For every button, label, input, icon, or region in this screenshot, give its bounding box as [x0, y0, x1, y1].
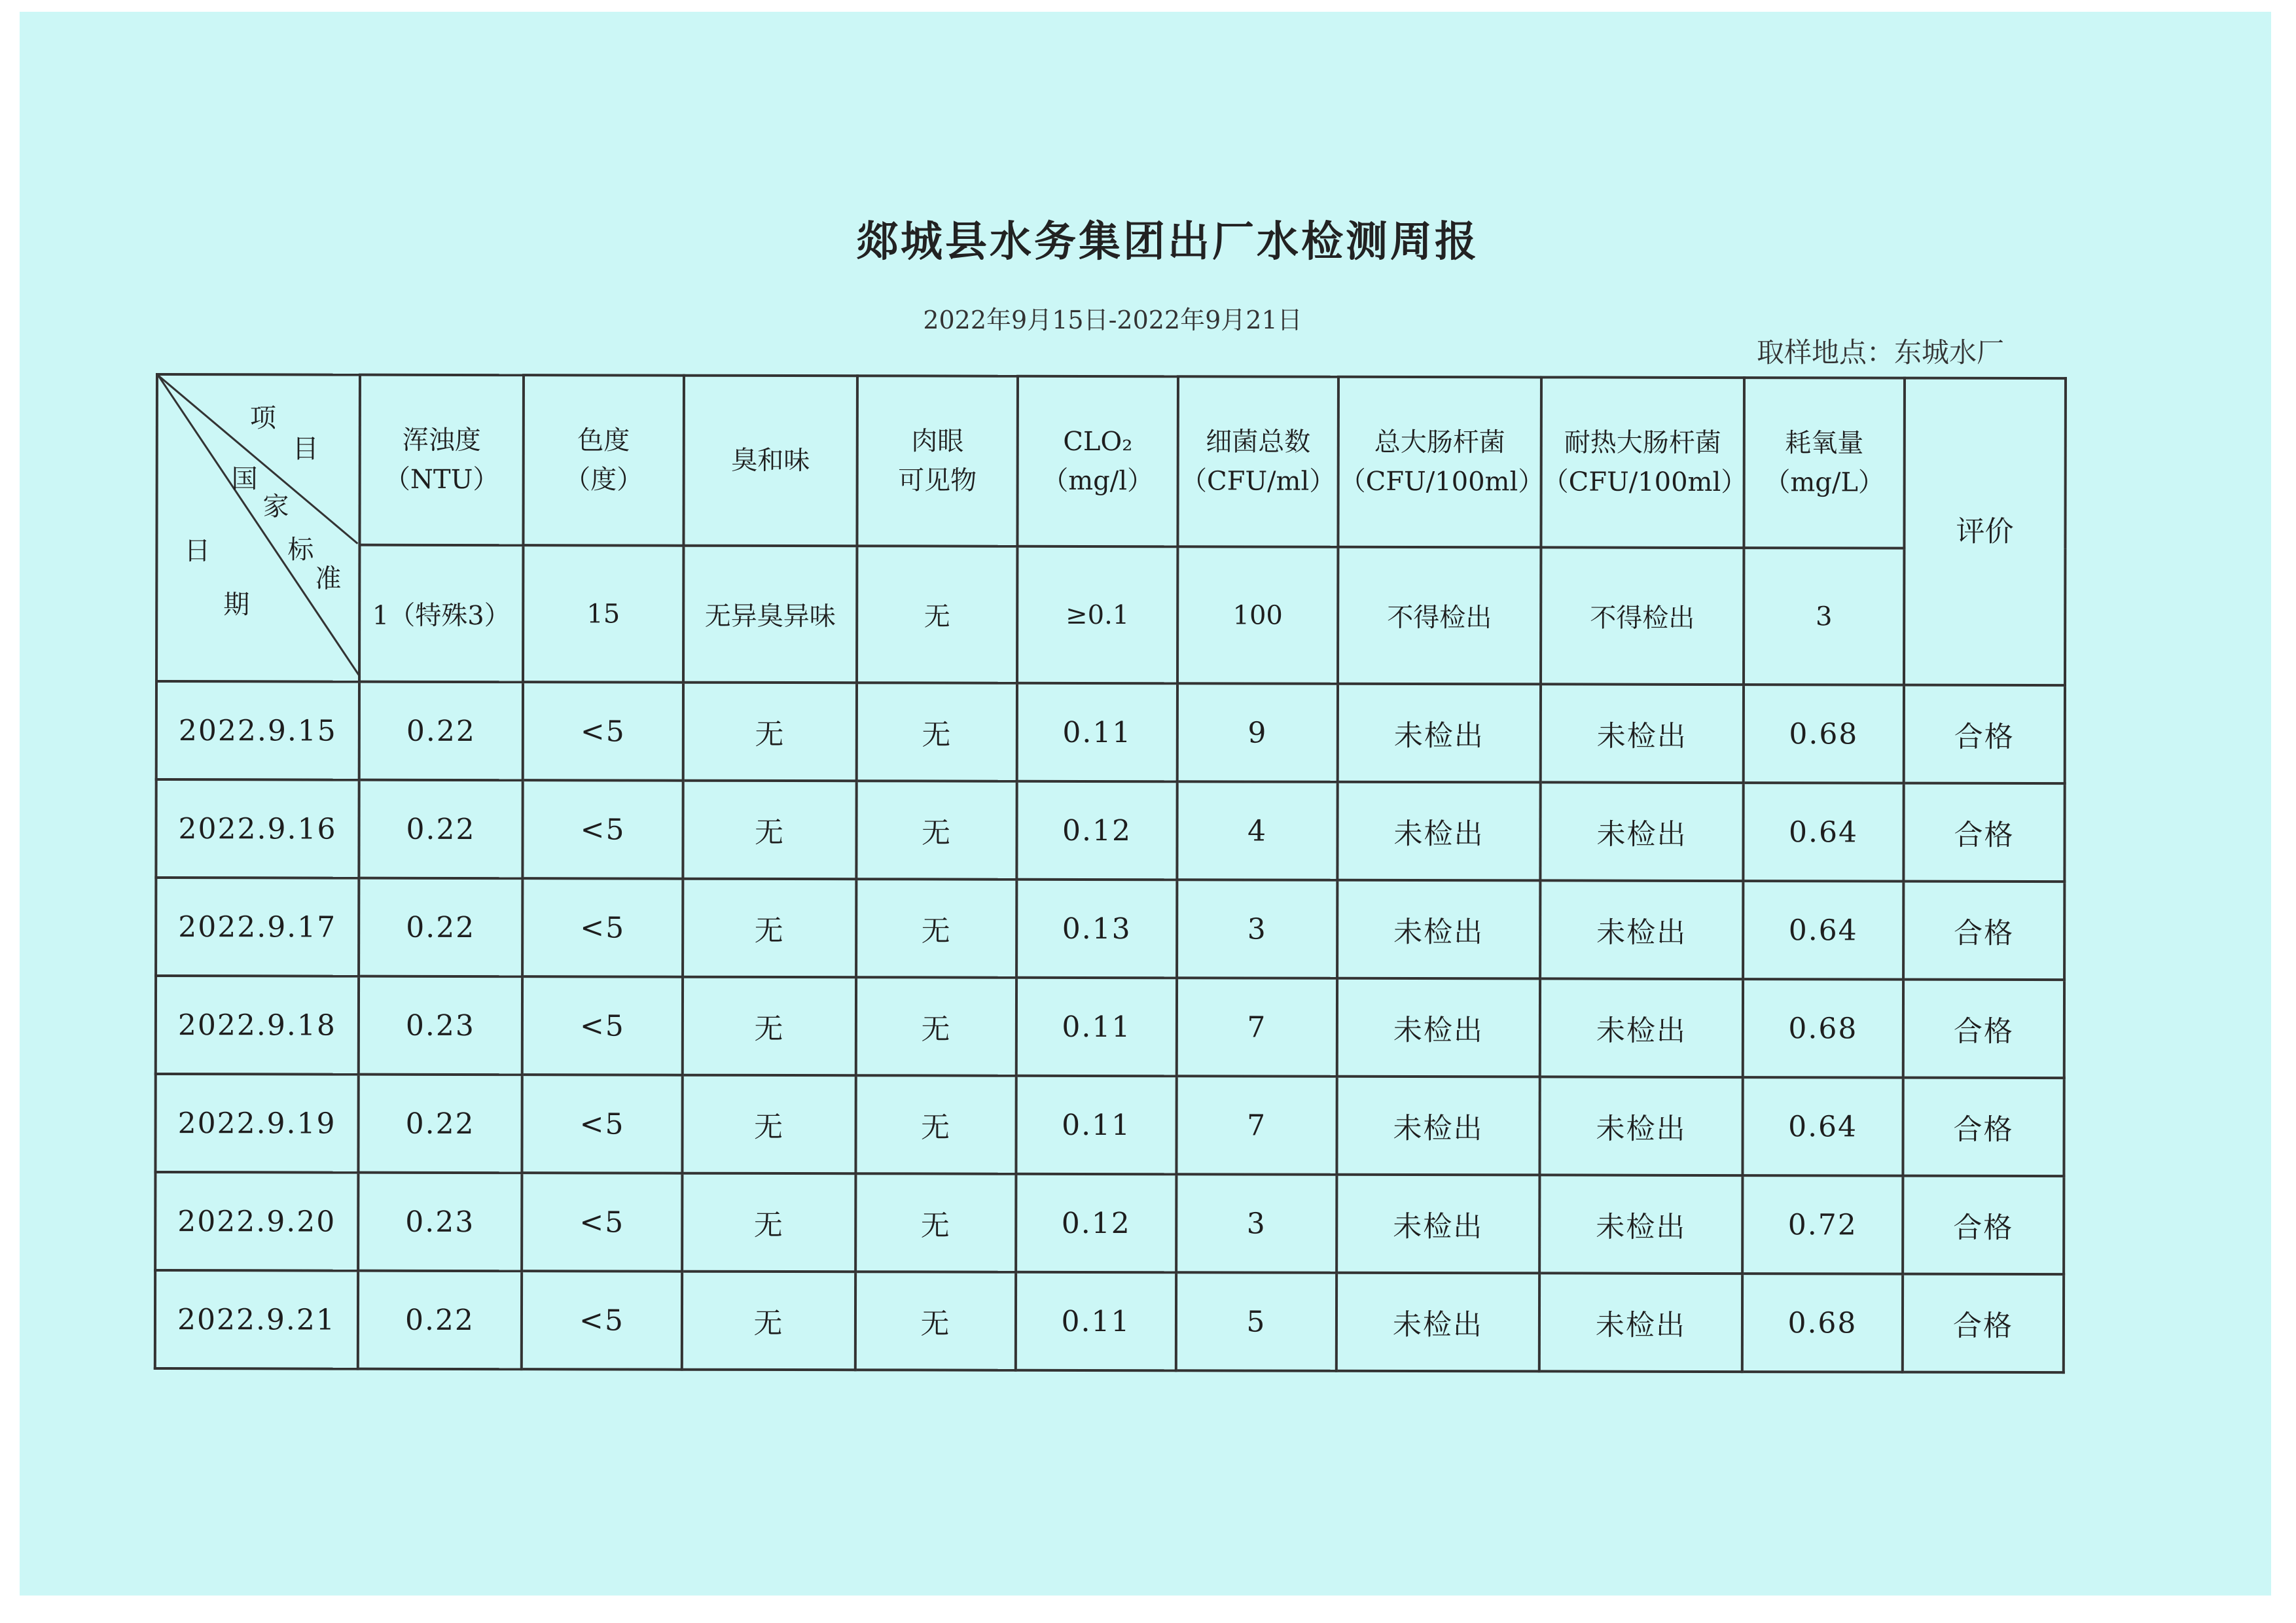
- row-cell: 未检出: [1540, 978, 1743, 1077]
- row-cell: 0.64: [1742, 1077, 1903, 1176]
- corner-standard-char-3: 标: [287, 535, 314, 565]
- row-cell: <5: [522, 976, 683, 1075]
- row-cell: 0.22: [358, 1075, 522, 1173]
- corner-standard-char-1: 国: [231, 464, 258, 495]
- col-header-color: 色度 （度）: [523, 375, 684, 546]
- standard-visible-matter: 无: [857, 546, 1017, 683]
- col-header-turbidity: 浑浊度 （NTU）: [359, 375, 524, 546]
- corner-standard-char-4: 准: [315, 563, 342, 594]
- row-cell: 未检出: [1336, 1175, 1539, 1274]
- standard-bacteria: 100: [1177, 546, 1338, 684]
- corner-date-char-2: 期: [223, 590, 250, 620]
- row-cell: <5: [523, 682, 683, 781]
- row-cell: 0.64: [1743, 881, 1903, 980]
- row-cell: 未检出: [1541, 684, 1744, 783]
- table-row: [155, 1270, 2064, 1372]
- col-header-bacteria: 细菌总数 （CFU/ml）: [1177, 376, 1338, 547]
- sampling-location: [1757, 331, 2004, 370]
- row-cell: 3: [1176, 1174, 1336, 1273]
- col-header-odor: 臭和味: [683, 376, 857, 546]
- row-cell: 无: [682, 1075, 855, 1174]
- row-cell: 0.13: [1016, 880, 1177, 978]
- row-cell: 无: [682, 1272, 855, 1370]
- row-cell: 4: [1177, 781, 1337, 880]
- row-cell: 无: [855, 1272, 1016, 1370]
- row-date: 2022.9.21: [155, 1270, 358, 1369]
- row-cell: 5: [1176, 1272, 1336, 1371]
- row-cell: 无: [857, 683, 1017, 781]
- row-cell: 未检出: [1337, 880, 1540, 979]
- row-cell: 未检出: [1539, 1077, 1742, 1175]
- standard-turbidity: 1（特殊3）: [359, 545, 523, 683]
- data-rows: [155, 681, 2065, 1372]
- row-cell: 0.68: [1744, 685, 1904, 783]
- row-cell: 0.22: [358, 1271, 522, 1370]
- row-cell: 未检出: [1337, 978, 1540, 1077]
- col-header-coliform: 总大肠杆菌 （CFU/100ml）: [1338, 377, 1541, 548]
- row-cell: 未检出: [1539, 1175, 1742, 1274]
- sampling-location-label: 取样地点：: [1756, 336, 1894, 368]
- table-row: [156, 779, 2064, 882]
- scanned-page: [20, 12, 2271, 1596]
- row-evaluation: 合格: [1904, 685, 2065, 784]
- row-cell: 未检出: [1337, 782, 1540, 881]
- row-cell: 0.22: [359, 780, 522, 879]
- row-cell: 未检出: [1336, 1077, 1539, 1175]
- row-cell: 0.23: [359, 976, 522, 1075]
- row-date: 2022.9.19: [155, 1074, 358, 1173]
- table-row: [156, 976, 2064, 1078]
- standard-color: 15: [523, 545, 683, 683]
- standard-oxygen-consumption: 3: [1744, 548, 1904, 685]
- row-cell: 3: [1177, 880, 1337, 978]
- row-evaluation: 合格: [1903, 1078, 2064, 1177]
- row-cell: 0.11: [1017, 683, 1177, 782]
- row-cell: 无: [855, 1075, 1016, 1174]
- col-header-clo2: CLO₂ （mg/l）: [1017, 376, 1178, 547]
- standard-odor: 无异臭异味: [683, 546, 857, 683]
- header-row: [156, 374, 2066, 548]
- row-cell: 未检出: [1539, 1273, 1742, 1372]
- corner-standard-char-2: 家: [262, 491, 289, 522]
- row-cell: <5: [522, 1173, 682, 1272]
- row-cell: 0.68: [1742, 1274, 1903, 1372]
- row-cell: 未检出: [1336, 1273, 1539, 1372]
- row-cell: 0.11: [1016, 1076, 1176, 1175]
- row-evaluation: 合格: [1903, 783, 2064, 882]
- col-header-thermo-coliform: 耐热大肠杆菌 （CFU/100ml）: [1541, 377, 1744, 548]
- row-cell: 0.64: [1743, 783, 1903, 882]
- report-title: 郯城县水务集团出厂水检测周报: [856, 218, 1479, 266]
- date-range: 2022年9月15日-2022年9月21日: [923, 306, 1302, 334]
- row-cell: 无: [855, 1173, 1016, 1272]
- row-cell: 0.11: [1016, 1272, 1176, 1371]
- row-cell: 无: [856, 977, 1016, 1076]
- row-cell: 未检出: [1540, 782, 1743, 881]
- corner-item-char-1: 项: [249, 403, 276, 434]
- row-cell: 无: [856, 781, 1016, 880]
- row-cell: 未检出: [1338, 684, 1541, 783]
- row-cell: 0.22: [359, 878, 522, 977]
- row-cell: 0.12: [1016, 781, 1177, 880]
- row-cell: 无: [856, 879, 1016, 978]
- row-date: 2022.9.15: [156, 681, 359, 780]
- row-cell: 无: [683, 683, 857, 781]
- row-cell: 未检出: [1540, 880, 1743, 979]
- corner-item-char-2: 目: [292, 434, 319, 465]
- row-date: 2022.9.18: [156, 976, 359, 1075]
- table-row: [156, 878, 2064, 980]
- row-cell: 无: [683, 879, 856, 978]
- corner-date-char-1: 日: [184, 536, 211, 567]
- col-header-oxygen-consumption: 耗氧量 （mg/L）: [1744, 378, 1905, 548]
- standard-row: [156, 544, 2065, 685]
- row-cell: 0.72: [1742, 1175, 1903, 1274]
- row-date: 2022.9.20: [155, 1172, 358, 1271]
- standard-thermo-coliform: 不得检出: [1541, 547, 1744, 685]
- row-cell: 0.68: [1743, 979, 1903, 1078]
- row-evaluation: 合格: [1903, 1176, 2064, 1275]
- table-row: [155, 1074, 2064, 1176]
- row-cell: 无: [683, 781, 856, 880]
- col-header-evaluation: 评价: [1904, 378, 2066, 686]
- row-cell: 0.23: [358, 1173, 522, 1272]
- row-date: 2022.9.17: [156, 878, 359, 976]
- row-date: 2022.9.16: [156, 779, 359, 878]
- row-evaluation: 合格: [1903, 882, 2064, 980]
- row-cell: 0.12: [1016, 1174, 1176, 1273]
- row-cell: 7: [1177, 978, 1337, 1077]
- row-evaluation: 合格: [1903, 1274, 2064, 1373]
- row-cell: <5: [522, 878, 683, 977]
- row-cell: 无: [682, 1173, 855, 1272]
- col-header-visible-matter: 肉眼 可见物: [857, 376, 1018, 546]
- sampling-location-value: 东城水厂: [1893, 336, 2004, 368]
- row-cell: 9: [1177, 683, 1338, 782]
- row-cell: 0.11: [1016, 978, 1177, 1077]
- row-cell: <5: [522, 1271, 682, 1370]
- standard-clo2: ≥0.1: [1017, 546, 1177, 684]
- row-cell: <5: [522, 1075, 682, 1173]
- row-cell: 0.22: [359, 682, 523, 781]
- row-evaluation: 合格: [1903, 980, 2064, 1079]
- row-cell: <5: [522, 780, 683, 879]
- water-quality-table: [154, 373, 2067, 1374]
- row-cell: 无: [683, 977, 856, 1076]
- table-row: [155, 1172, 2064, 1274]
- standard-coliform: 不得检出: [1338, 547, 1541, 685]
- row-cell: 7: [1176, 1076, 1336, 1175]
- table-row: [156, 681, 2065, 783]
- corner-header-cell: [156, 374, 360, 682]
